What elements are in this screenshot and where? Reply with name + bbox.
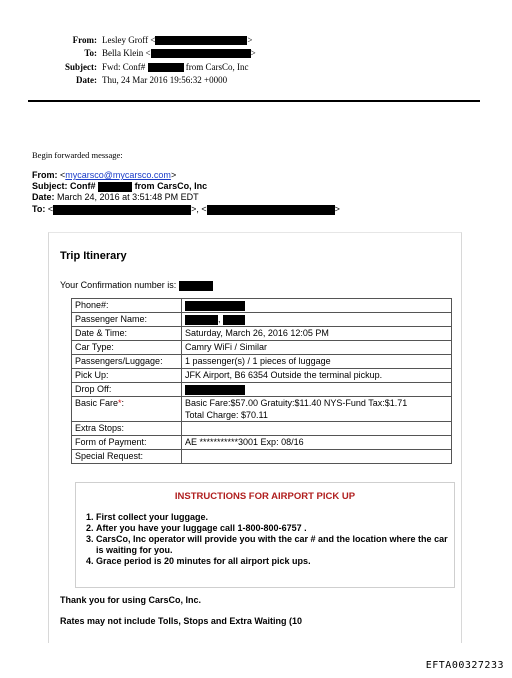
list-item: 2. After you have your luggage call 1-800-800-6757 . — [96, 523, 454, 534]
row-label: Drop Off: — [72, 383, 182, 397]
bracket: < — [47, 204, 54, 214]
row-label: Phone#: — [72, 299, 182, 313]
header-bracket: > — [250, 48, 256, 58]
table-row — [72, 422, 452, 436]
redaction-block — [151, 49, 251, 58]
row-label: Extra Stops: — [72, 422, 182, 436]
header-subject-prefix: Fwd: Conf# — [102, 62, 146, 72]
forwarded-date-value: March 24, 2016 at 3:51:48 PM EDT — [57, 192, 199, 202]
redaction-block — [155, 36, 247, 45]
row-value: Camry WiFi / Similar — [182, 341, 452, 355]
bracket: > — [170, 170, 177, 180]
table-row — [72, 355, 452, 369]
redaction-block — [148, 63, 184, 72]
row-label: Form of Payment: — [72, 436, 182, 450]
rates-note: Rates may not include Tolls, Stops and Extra Waiting (10 — [60, 616, 303, 626]
row-value: , — [182, 313, 452, 327]
redaction-block — [185, 385, 245, 395]
forwarded-from-label: From: — [32, 170, 58, 180]
row-value: AE ***********3001 Exp: 08/16 — [182, 436, 452, 450]
redaction-block — [179, 281, 213, 291]
separator: >, < — [191, 204, 207, 214]
forwarded-subject-row — [32, 181, 207, 192]
forwarded-subject-label: Subject: — [32, 181, 68, 191]
forwarded-from-row — [32, 170, 176, 180]
forwarded-date-row — [32, 192, 199, 202]
bracket: > — [334, 204, 340, 214]
table-row — [72, 450, 452, 464]
header-to-value: Bella Klein < — [102, 48, 151, 58]
table-row — [72, 383, 452, 397]
thanks-message: Thank you for using CarsCo, Inc. — [60, 595, 202, 605]
row-label — [72, 397, 182, 422]
row-value: Saturday, March 26, 2016 12:05 PM — [182, 327, 452, 341]
row-value — [182, 299, 452, 313]
row-value — [182, 383, 452, 397]
header-from-label: From: — [72, 35, 97, 45]
redaction-block — [207, 205, 335, 215]
forwarded-to-row — [32, 204, 340, 215]
row-label: Special Request: — [72, 450, 182, 464]
table-row — [72, 397, 452, 422]
required-asterisk: * — [118, 398, 122, 408]
row-label: Date & Time: — [72, 327, 182, 341]
list-item: 1. First collect your luggage. — [96, 512, 454, 523]
table-row — [72, 313, 452, 327]
redaction-block — [185, 301, 245, 311]
total-charge: Total Charge: $70.11 — [185, 410, 268, 420]
header-subject-suffix: from CarsCo, Inc — [185, 62, 249, 72]
instructions-list — [76, 512, 454, 567]
redaction-block — [53, 205, 191, 215]
table-row — [72, 436, 452, 450]
row-label: Passenger Name: — [72, 313, 182, 327]
header-date-label: Date: — [76, 75, 97, 85]
itinerary-title: Trip Itinerary — [60, 250, 127, 262]
label-colon: : — [121, 398, 125, 408]
instructions-title: INSTRUCTIONS FOR AIRPORT PICK UP — [174, 491, 356, 502]
list-item: 4. Grace period is 20 minutes for all airport pick ups. — [96, 556, 454, 567]
fare-breakdown: Basic Fare:$57.00 Gratuity:$11.40 NYS-Fund Tax:$1.71 — [185, 398, 408, 408]
forwarded-subject-suffix: from CarsCo, Inc — [134, 181, 208, 191]
table-row — [72, 369, 452, 383]
forwarded-date-label: Date: — [32, 192, 55, 202]
confirmation-label: Your Confirmation number is: — [60, 280, 177, 290]
airport-instructions — [75, 482, 455, 588]
redaction-block — [98, 182, 132, 192]
header-subject-label: Subject: — [65, 62, 97, 72]
row-label: Car Type: — [72, 341, 182, 355]
itinerary-table — [71, 298, 452, 464]
row-value — [182, 450, 452, 464]
row-label: Passengers/Luggage: — [72, 355, 182, 369]
row-value: 1 passenger(s) / 1 pieces of luggage — [182, 355, 452, 369]
confirmation-line — [60, 280, 213, 291]
header-bracket: > — [247, 35, 253, 45]
sender-email-link[interactable]: mycarsco@mycarsco.com — [65, 170, 171, 180]
basic-fare-label: Basic Fare — [75, 398, 119, 408]
row-value: JFK Airport, B6 6354 Outside the terminal pickup. — [182, 369, 452, 383]
header-from-value: Lesley Groff < — [102, 35, 156, 45]
header-divider — [28, 100, 480, 102]
bracket: < — [60, 170, 66, 180]
document-id: EFTA00327233 — [425, 660, 504, 671]
table-row — [72, 327, 452, 341]
redaction-block — [223, 315, 245, 325]
row-label: Pick Up: — [72, 369, 182, 383]
header-to-label: To: — [84, 48, 97, 58]
forwarded-subject-prefix: Conf# — [70, 181, 96, 191]
forwarded-note: Begin forwarded message: — [32, 150, 123, 160]
redaction-block — [185, 315, 218, 325]
header-date-value: Thu, 24 Mar 2016 19:56:32 +0000 — [102, 75, 228, 85]
forwarded-to-label: To: — [32, 204, 46, 214]
row-value — [182, 422, 452, 436]
table-row — [72, 341, 452, 355]
table-row — [72, 299, 452, 313]
list-item: 3. CarsCo, Inc operator will provide you with the car # and the location where the car is waiting for you. — [96, 534, 454, 556]
row-value — [182, 397, 452, 422]
